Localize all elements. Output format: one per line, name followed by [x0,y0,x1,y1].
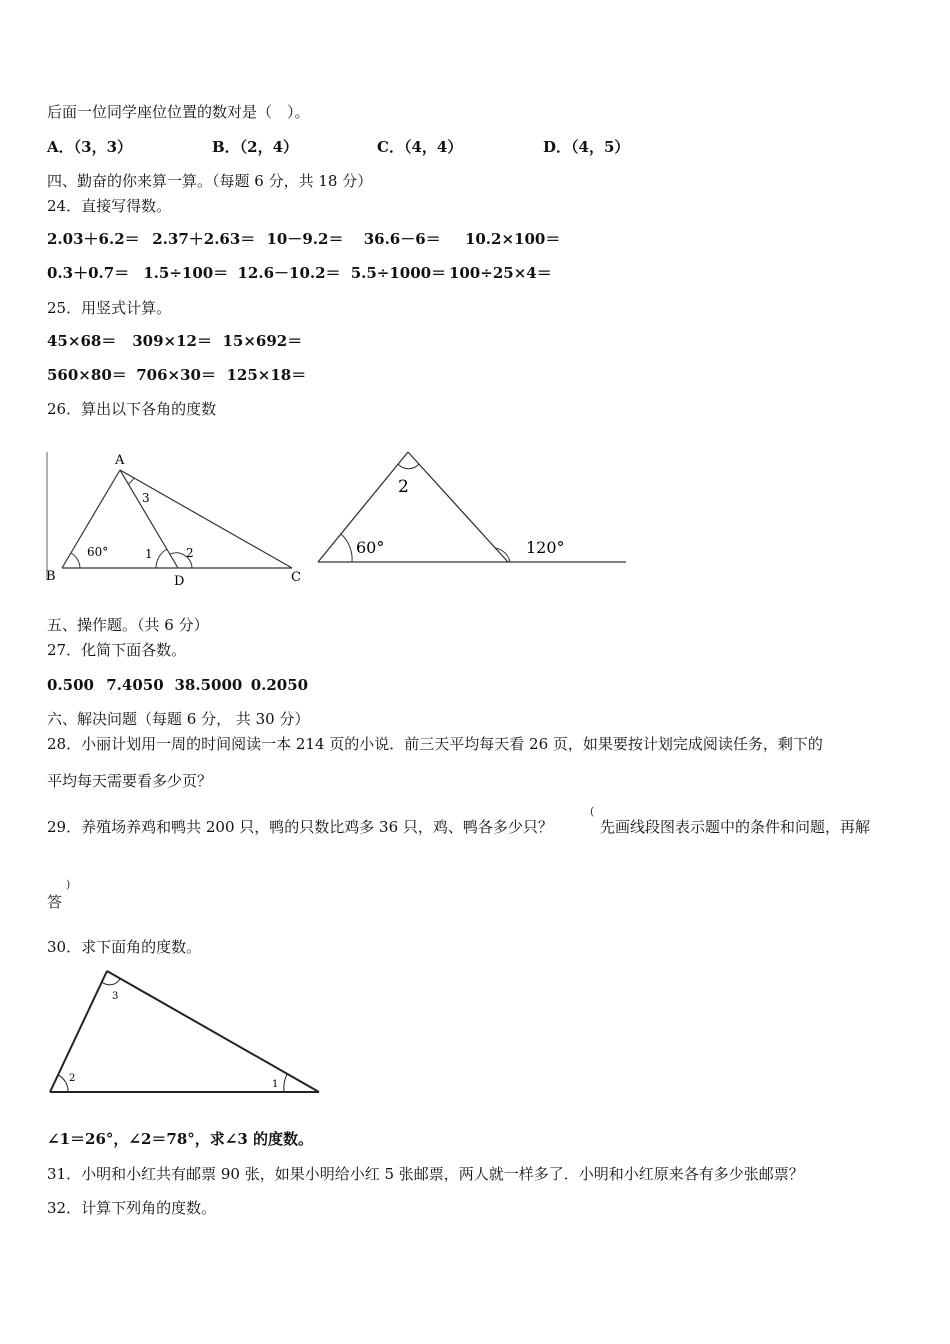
q27-value: 7.4050 [106,676,164,694]
angle-3-label: 3 [112,991,119,1002]
q25-r1-item: 309×12＝ [132,332,212,350]
q31-text: 31．小明和小红共有邮票 90 张，如果小明给小红 5 张邮票，两人就一样多了．小明和小红原来各有多少张邮票？ [47,1165,804,1183]
q23-option-d: D．（4，5） [543,138,630,156]
q24-r2-item: 100÷25×4＝ [448,264,552,282]
q24-r1-item: 2.37＋2.63＝ [152,230,256,248]
q25-r2-item: 125×18＝ [226,366,307,384]
q26-title: 26．算出以下各角的度数 [47,400,217,418]
q29-paren-close: ) [66,878,71,891]
q24-r1-item: 10－9.2＝ [266,230,344,248]
section4-title: 四、勤奋的你来算一算。（每题 6 分，共 18 分） [47,172,373,190]
q25-r2-item: 706×30＝ [136,366,216,384]
label-c: C [291,570,301,585]
q30-figure [44,965,324,1100]
q24-row1 [47,229,560,249]
q24-r1-item: 2.03＋6.2＝ [47,230,140,248]
angle-120-label: 120° [526,538,565,557]
q26-figure-1 [40,440,310,590]
q27-title: 27．化简下面各数。 [47,641,187,659]
q25-row1 [47,331,302,351]
q24-r2-item: 5.5÷1000＝ [350,264,447,282]
angle-2-label: 2 [186,546,194,560]
q25-r1-item: 45×68＝ [47,332,117,350]
q27-value: 0.500 [47,676,94,694]
angle-60-label: 60° [356,538,385,557]
q29-paren-open: ( [590,805,595,818]
q30-title: 30．求下面角的度数。 [47,938,202,956]
angle-2-label: 2 [398,477,409,497]
q25-r2-item: 560×80＝ [47,366,127,384]
section5-title: 五、操作题。（共 6 分） [47,616,209,634]
q24-row2 [47,263,552,283]
q24-r2-item: 1.5÷100＝ [143,264,229,282]
q24-r2-item: 12.6－10.2＝ [237,264,341,282]
q28-line2: 平均每天需要看多少页？ [47,772,213,790]
q24-title: 24．直接写得数。 [47,197,172,215]
label-d: D [174,574,185,589]
q28-line1: 28．小丽计划用一周的时间阅读一本 214 页的小说．前三天平均每天看 26 页，如果要按计划完成阅读任务，剩下的 [47,735,823,753]
angle-3-label: 3 [142,491,150,505]
q23-stem: 后面一位同学座位位置的数对是（ ）。 [47,103,310,121]
q25-r1-item: 15×692＝ [222,332,303,350]
q23-option-a: A．（3，3） [47,138,133,156]
angle-1-label: 1 [145,547,153,561]
q27-value: 38.5000 [174,676,243,694]
q23-option-b: B．（2，4） [212,138,299,156]
q24-r2-item: 0.3＋0.7＝ [47,264,130,282]
q30-condition: ∠1＝26°，∠2＝78°，求∠3 的度数。 [47,1130,313,1148]
q24-r1-item: 10.2×100＝ [464,230,561,248]
label-b: B [46,569,56,584]
q27-values [47,675,308,695]
q24-r1-item: 36.6－6＝ [363,230,441,248]
angle-b-label: 60° [87,545,109,559]
q29-line2: 答 [47,893,63,911]
q26-figure-2 [312,440,632,570]
q29-line1b: 先画线段图表示题中的条件和问题，再解 [600,818,871,836]
angle-1-label: 1 [272,1079,279,1090]
q29-line1a: 29．养殖场养鸡和鸭共 200 只，鸭的只数比鸡多 36 只，鸡、鸭各多少只？ [47,818,553,836]
q23-option-c: C．（4，4） [377,138,463,156]
angle-2-label: 2 [69,1073,76,1084]
q25-title: 25．用竖式计算。 [47,299,172,317]
section6-title: 六、解决问题（每题 6 分， 共 30 分） [47,710,310,728]
q25-row2 [47,365,306,385]
q27-value: 0.2050 [250,676,309,694]
label-a: A [115,453,125,468]
q32-title: 32．计算下列角的度数。 [47,1199,217,1217]
